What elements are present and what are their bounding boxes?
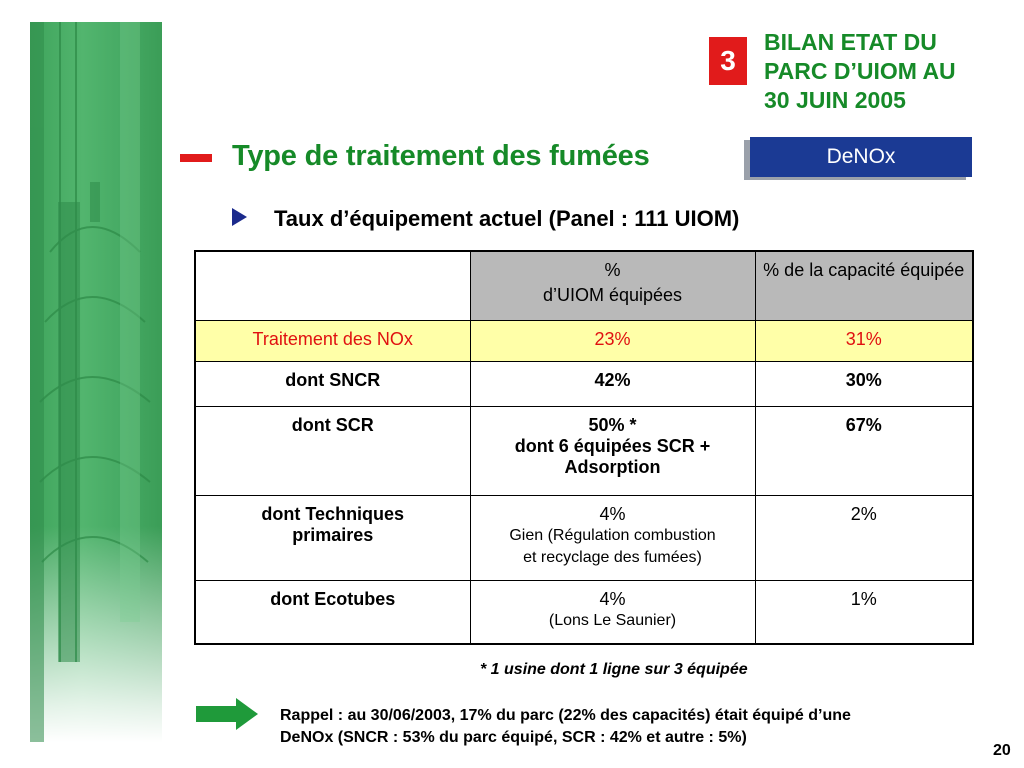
right-arrow-icon bbox=[196, 698, 260, 730]
rappel-line: DeNOx (SNCR : 53% du parc équipé, SCR : 42% et autre : 5%) bbox=[280, 729, 747, 746]
table-row bbox=[195, 581, 973, 645]
row-note: Adsorption bbox=[564, 457, 661, 477]
row-pct-uiom: 4% bbox=[599, 589, 626, 609]
section-title-line: BILAN ETAT DU bbox=[764, 29, 937, 55]
row-pct-uiom: 50% * bbox=[588, 415, 637, 435]
row-pct-uiom-cell bbox=[470, 496, 755, 581]
triangle-bullet-icon bbox=[232, 208, 247, 226]
row-label: primaires bbox=[292, 525, 374, 545]
denox-tag: DeNOx bbox=[750, 137, 972, 177]
row-label: dont Techniques bbox=[261, 504, 405, 524]
tower-illustration bbox=[30, 22, 162, 742]
section-title bbox=[764, 28, 1014, 115]
page-title: Type de traitement des fumées bbox=[232, 140, 650, 172]
row-pct-uiom-cell bbox=[470, 581, 755, 645]
row-pct-uiom: 4% bbox=[599, 504, 626, 524]
row-note: et recyclage des fumées) bbox=[523, 549, 702, 566]
header-blank-cell bbox=[195, 251, 470, 321]
row-label: dont SCR bbox=[195, 407, 470, 496]
section-number-badge: 3 bbox=[709, 37, 747, 85]
row-pct-capacity: 67% bbox=[755, 407, 973, 496]
table-row bbox=[195, 362, 973, 407]
rappel-line: Rappel : au 30/06/2003, 17% du parc (22% des capacités) était équipé d’une bbox=[280, 707, 851, 724]
section-title-line: PARC D’UIOM AU bbox=[764, 58, 956, 84]
row-label: dont SNCR bbox=[195, 362, 470, 407]
table-row bbox=[195, 407, 973, 496]
table-footnote: * 1 usine dont 1 ligne sur 3 équipée bbox=[480, 661, 748, 678]
row-pct-capacity: 31% bbox=[755, 321, 973, 362]
row-note: (Lons Le Saunier) bbox=[548, 612, 677, 629]
table-row bbox=[195, 321, 973, 362]
row-pct-capacity: 1% bbox=[755, 581, 973, 645]
decorative-side-image bbox=[30, 22, 162, 742]
header-pct-uiom bbox=[470, 251, 755, 321]
rappel-note bbox=[280, 705, 1000, 749]
row-pct-uiom: 42% bbox=[470, 362, 755, 407]
row-note: Gien (Régulation combustion bbox=[509, 527, 716, 544]
header-pct-uiom-label: d’UIOM équipées bbox=[542, 285, 683, 305]
subheading: Taux d’équipement actuel (Panel : 111 UIOM) bbox=[274, 206, 740, 231]
row-label: Traitement des NOx bbox=[195, 321, 470, 362]
equipment-table-container bbox=[194, 250, 972, 645]
header-pct-capacity: % de la capacité équipée bbox=[755, 251, 973, 321]
equipment-table bbox=[194, 250, 974, 645]
row-label: dont Ecotubes bbox=[195, 581, 470, 645]
row-pct-uiom: 23% bbox=[470, 321, 755, 362]
page-number: 20 bbox=[993, 742, 1011, 759]
row-pct-uiom-cell bbox=[470, 407, 755, 496]
row-pct-capacity: 30% bbox=[755, 362, 973, 407]
row-label-cell bbox=[195, 496, 470, 581]
table-header-row bbox=[195, 251, 973, 321]
table-row bbox=[195, 496, 973, 581]
row-note: dont 6 équipées SCR + bbox=[514, 436, 711, 456]
section-title-line: 30 JUIN 2005 bbox=[764, 87, 906, 113]
row-pct-capacity: 2% bbox=[755, 496, 973, 581]
heading-dash-icon bbox=[180, 154, 212, 162]
header-pct-symbol: % bbox=[604, 260, 621, 280]
